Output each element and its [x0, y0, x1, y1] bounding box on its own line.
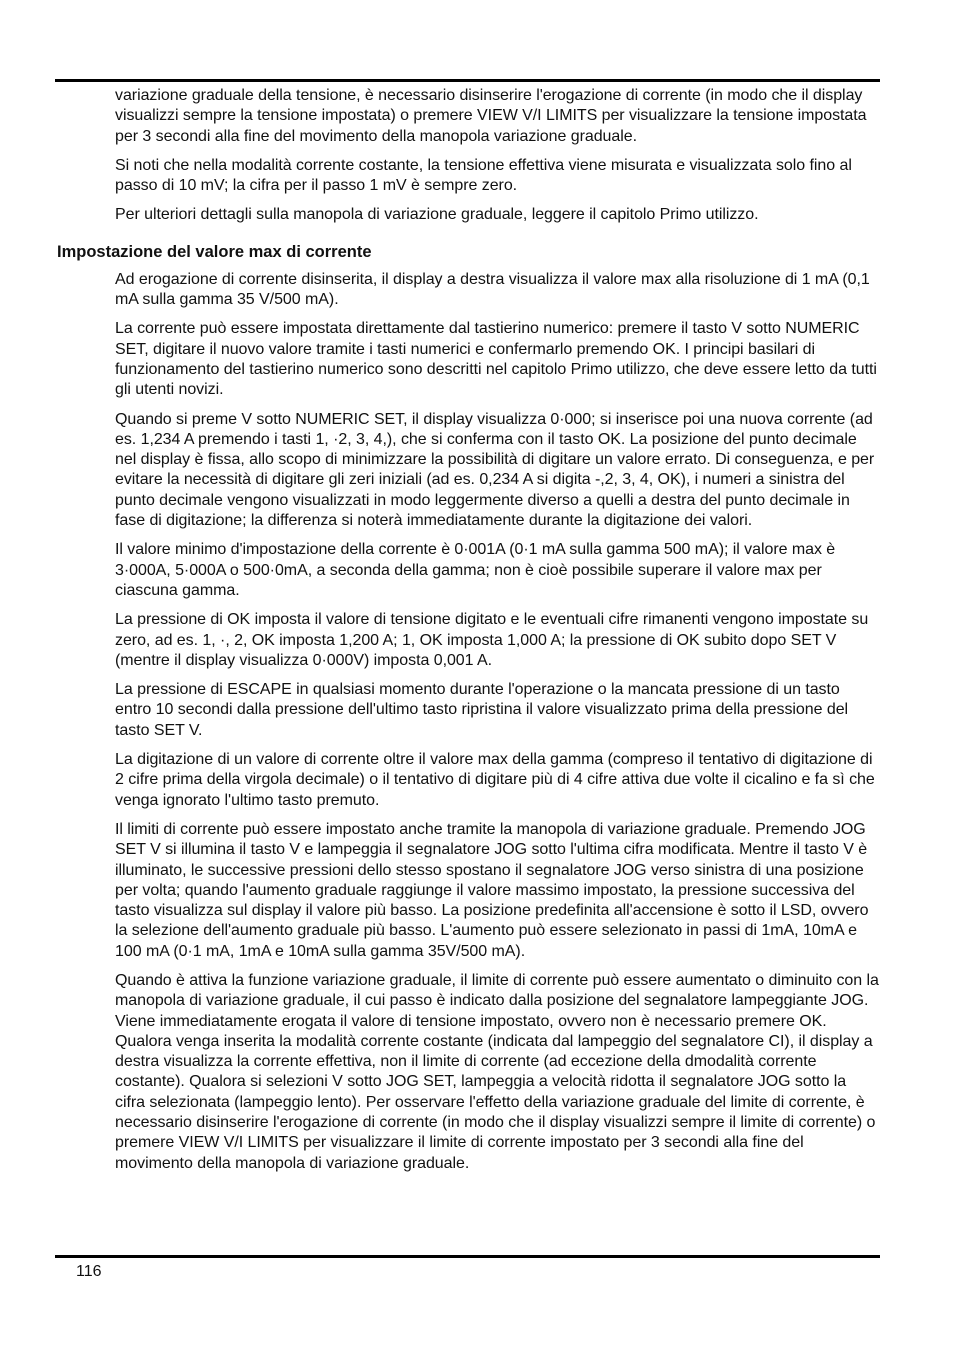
body-paragraph: variazione graduale della tensione, è necessario disinserire l'erogazione di corrente (in modo che il display visualizzi sempre la tensione impostata) o premere VIEW V/I LIMITS per visualizzare la tensione impostata per 3 secondi alla fine del movimento della manopola variazione graduale. [115, 87, 867, 145]
body-paragraph: Quando si preme V sotto NUMERIC SET, il display visualizza 0·000; si inserisce poi una nuova corrente (ad es. 1,234 A premendo i tasti 1, ·2, 3, 4,), che si conferma con il tasto OK. La posizione del punto decimale nel display è fissa, allo scopo di minimizzare la possibilità di digitare un valore errato. Di conseguenza, e per evitare la necessità di digitare gli zeri iniziali (ad es. 0,234 A si digita -,2, 3, 4, OK), i numeri a sinistra del punto decimale vengono visualizzati in modo leggermente diverso a quelli a destra del punto decimale in fase di digitazione; la differenza si noterà immediatamente durante la digitazione dei valori. [115, 410, 875, 530]
body-paragraph: Per ulteriori dettagli sulla manopola di variazione graduale, leggere il capitolo Primo utilizzo. [115, 206, 759, 224]
body-paragraph: Ad erogazione di corrente disinserita, il display a destra visualizza il valore max alla risoluzione di 1 mA (0,1 mA sulla gamma 35 V/500 mA). [115, 270, 870, 309]
body-paragraph: La corrente può essere impostata direttamente dal tastierino numerico: premere il tasto V sotto NUMERIC SET, digitare il nuovo valore tramite i tasti numerici e confermarlo premendo OK. I principi basilari di funzionamento del tastierino numerico sono descritti nel capitolo Primo utilizzo, che deve essere letto da tutti gli utenti novizi. [115, 320, 877, 399]
body-paragraph: Si noti che nella modalità corrente costante, la tensione effettiva viene misurata e visualizzata solo fino al passo di 10 mV; la cifra per il passo 1 mV è sempre zero. [115, 156, 852, 195]
body-paragraph: Il limiti di corrente può essere impostato anche tramite la manopola di variazione graduale. Premendo JOG SET V si illumina il tasto V e lampeggia il segnalatore JOG sotto l'ultima cifra modificata. Mentre il tasto V è illuminato, le successive pressioni dello stesso spostano il segnalatore JOG verso sinistra di una posizione per volta; quando l'aumento graduale raggiunge il valore massimo impostato, la pressione successiva del tasto visualizza sul display il valore più basso. La posizione predefinita all'accensione è sotto il LSD, ovvero la selezione dell'aumento graduale più basso. L'aumento può essere selezionato in passi di 1mA, 10mA e 100 mA (0·1 mA, 1mA e 10mA sulla gamma 35V/500 mA). [115, 820, 869, 960]
body-paragraph: Il valore minimo d'impostazione della corrente è 0·001A (0·1 mA sulla gamma 500 mA); il valore max è 3·000A, 5·000A o 500·0mA, a seconda della gamma; non è cioè possibile superare il valore max per ciascuna gamma. [115, 541, 836, 599]
body-paragraph: La digitazione di un valore di corrente oltre il valore max della gamma (compreso il tentativo di digitazione di 2 cifre prima della virgola decimale) o il tentativo di digitare più di 4 cifre attiva due volte il cicalino e fa sì che venga ignorato l'ultimo tasto premuto. [115, 751, 875, 809]
header-rule [55, 79, 880, 82]
page-number: 116 [76, 1263, 102, 1280]
body-paragraph: La pressione di OK imposta il valore di tensione digitato e le eventuali cifre rimanenti vengono impostate su zero, ad es. 1, ·, 2, OK imposta 1,200 A; 1, OK imposta 1,000 A; la pressione di OK subito dopo SET V (mentre il display visualizza 0·000V) imposta 0,001 A. [115, 611, 869, 669]
footer-rule [55, 1255, 880, 1258]
body-paragraph: Quando è attiva la funzione variazione graduale, il limite di corrente può essere aumentato o diminuito con la manopola di variazione graduale, il cui passo è indicato dalla posizione del segnalatore lampeggiante JOG. Viene immediatamente erogata il valore di tensione impostato, ovvero non è necessario premere OK. Qualora venga inserita la modalità corrente costante (indicata dal lampeggio del segnalatore CI), il display a destra visualizza la corrente effettiva, non il limite di corrente (ad eccezione della dmodalità corrente costante). Qualora si selezioni V sotto JOG SET, lampeggia a velocità ridotta il segnalatore JOG sotto la cifra selezionata (lampeggio lento). Per osservare l'effetto della variazione graduale del limite di corrente, è necessario disinserire l'erogazione di corrente (in modo che il display visualizzi sempre il limite di corrente) o premere VIEW V/I LIMITS per visualizzare il limite di corrente impostato per 3 secondi alla fine del movimento della manopola di variazione graduale. [115, 971, 879, 1172]
page-body [57, 86, 879, 1183]
section-heading: Impostazione del valore max di corrente [57, 242, 372, 261]
body-paragraph: La pressione di ESCAPE in qualsiasi momento durante l'operazione o la mancata pressione di un tasto entro 10 secondi dalla pressione dell'ultimo tasto ripristina il valore visualizzato prima della pressione del tasto SET V. [115, 681, 849, 739]
